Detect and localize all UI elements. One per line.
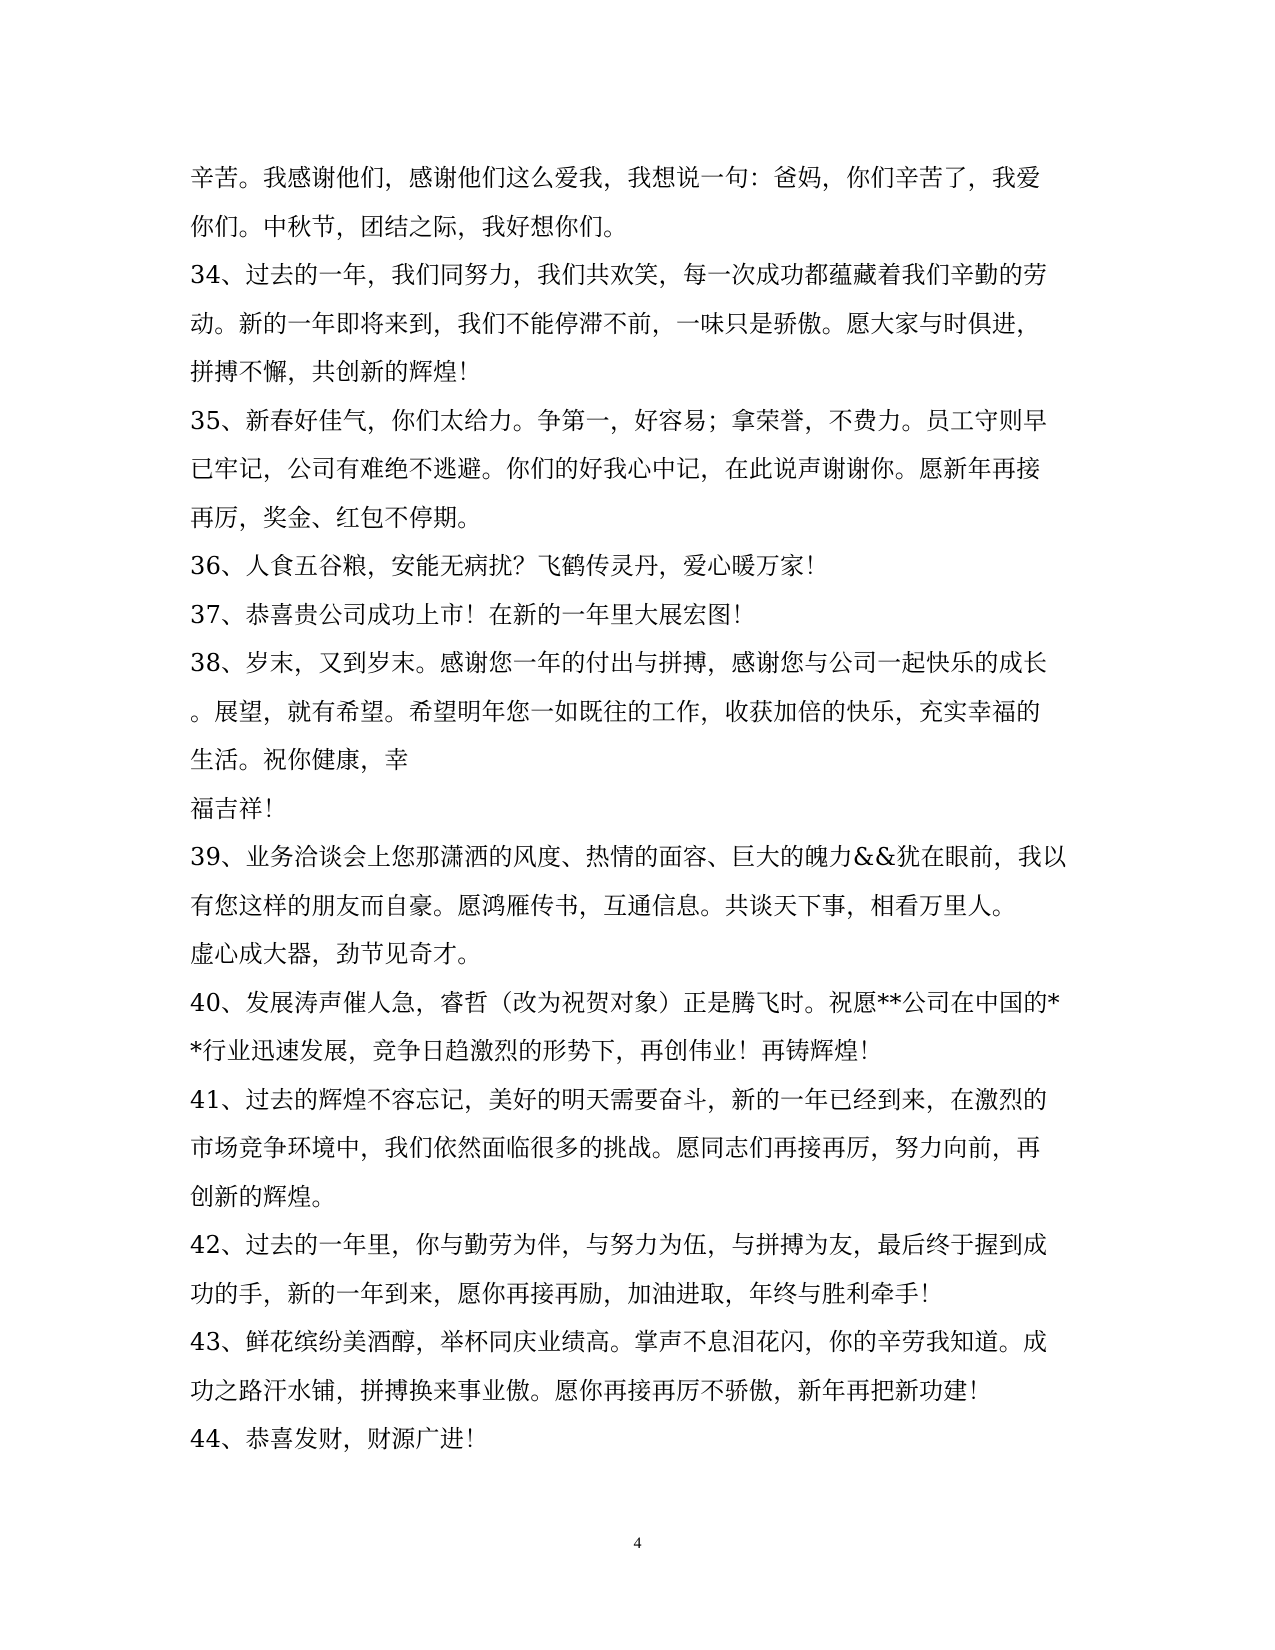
text-line: 41、过去的辉煌不容忘记，美好的明天需要奋斗，新的一年已经到来，在激烈的 [190,1085,1048,1114]
text-line: 40、发展涛声催人急，睿哲（改为祝贺对象）正是腾飞时。祝愿**公司在中国的* [190,988,1060,1017]
text-line: 有您这样的朋友而自豪。愿鸿雁传书，互通信息。共谈天下事，相看万里人。 [190,891,1017,920]
text-line: 36、人食五谷粮，安能无病扰？飞鹤传灵丹，爱心暖万家！ [190,552,829,580]
text-line: 功的手，新的一年到来，愿你再接再励，加油进取，年终与胜利牵手！ [190,1279,944,1308]
text-line: 34、过去的一年，我们同努力，我们共欢笑，每一次成功都蕴藏着我们辛勤的劳 [190,261,1048,289]
text-line: 市场竞争环境中，我们依然面临很多的挑战。愿同志们再接再厉，努力向前，再 [190,1134,1041,1162]
text-line: 。展望，就有希望。希望明年您一如既往的工作，收获加倍的快乐，充实幸福的 [190,697,1041,726]
text-line: *行业迅速发展，竞争日趋激烈的形势下，再创伟业！再铸辉煌！ [190,1037,883,1065]
text-line: 生活。祝你健康，幸 [190,746,409,774]
text-line: 福吉祥！ [190,794,288,823]
text-line: 你们。中秋节，团结之际，我好想你们。 [190,212,628,241]
text-line: 38、岁末，又到岁末。感谢您一年的付出与拼搏，感谢您与公司一起快乐的成长 [190,649,1048,677]
text-line: 虚心成大器，劲节见奇才。 [190,940,482,968]
text-line: 创新的辉煌。 [190,1182,336,1211]
text-line: 动。新的一年即将来到，我们不能停滞不前，一味只是骄傲。愿大家与时俱进， [190,309,1041,338]
text-line: 35、新春好佳气，你们太给力。争第一，好容易；拿荣誉，不费力。员工守则早 [190,406,1048,435]
text-line: 43、鲜花缤纷美酒醇，举杯同庆业绩高。掌声不息泪花闪，你的辛劳我知道。成 [190,1328,1048,1356]
document-body [190,154,1070,1464]
text-line: 辛苦。我感谢他们，感谢他们这么爱我，我想说一句：爸妈，你们辛苦了，我爱 [190,164,1041,192]
text-line: 功之路汗水铺，拼搏换来事业傲。愿你再接再厉不骄傲，新年再把新功建！ [190,1376,992,1405]
text-line: 37、恭喜贵公司成功上市！在新的一年里大展宏图！ [190,600,756,629]
text-line: 已牢记，公司有难绝不逃避。你们的好我心中记，在此说声谢谢你。愿新年再接 [190,455,1041,483]
text-line: 42、过去的一年里，你与勤劳为伴，与努力为伍，与拼搏为友，最后终于握到成 [190,1231,1048,1259]
page-number: 4 [633,1535,642,1552]
text-line: 再厉，奖金、红包不停期。 [190,503,482,532]
text-line: 拼搏不懈，共创新的辉煌！ [190,358,482,386]
text-line: 39、业务洽谈会上您那潇洒的风度、热情的面容、巨大的魄力&&犹在眼前，我以 [190,843,1067,871]
text-line: 44、恭喜发财，财源广进！ [190,1425,489,1453]
